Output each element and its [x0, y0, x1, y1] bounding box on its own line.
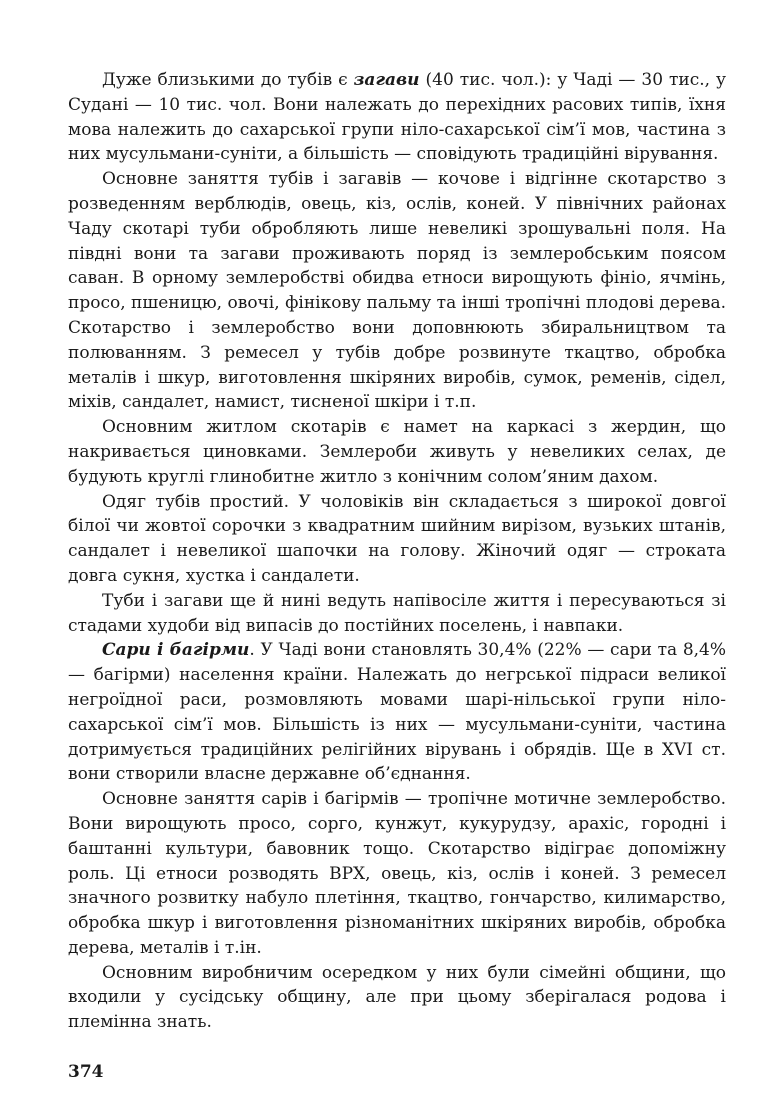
- paragraph-community: Основним виробничим осередком у них були сімейні общини, що входили у сусідську общину, але при цьому зберігалася родова і племінна знать.: [68, 962, 726, 1033]
- paragraph-seminomadic: Туби і загави ще й нині ведуть напівосіле життя і пересуваються зі стадами худоби від випасів до постійних поселень, і навпаки.: [68, 590, 726, 636]
- paragraph-occupation-tubu: Основне заняття тубів і загавів — кочове і відгінне скотарство з розведенням верблюдів, овець, кіз, ослів, коней. У північних районах Чаду скотарі туби обробляють лише невеликі зрошувальні поля. На півдні вони та загави проживають поряд із землеробським поясом саван. В орному землеробстві обидва етноси вирощують фініо, ячмінь, просо, пшеницю, овочі, фінікову пальму та інші тропічні плодові дерева. Скотарство і землеробство вони доповнюють збиральництвом та полюванням. З ремесел у тубів добре розвинуте ткацтво, обробка металів і шкур, виготовлення шкіряних виробів, сумок, ременів, сідел, міхів, сандалет, намист, тисненої шкіри і т.п.: [68, 169, 726, 413]
- page-number: 374: [68, 1062, 104, 1082]
- paragraph-sara-bagirmi: [68, 638, 726, 787]
- paragraph-text: (40 тис. чол.): у Чаді — 30 тис., у Судані — 10 тис. чол. Вони належать до перехідних расових типів, їхня мова належить до сахарської групи ніло-сахарської сім’ї мов, частина з них мусульмани-суніти, а більшість — сповідують традиційні вірування.: [68, 70, 726, 165]
- paragraph-dwelling: Основним житлом скотарів є намет на каркасі з жердин, що накривається циновками. Землероби живуть у невеликих селах, де будують круглі глинобитне житло з конічним солом’яним дахом.: [68, 417, 726, 487]
- term-sara-bagirmi: Сари і багірми: [102, 640, 250, 661]
- paragraph-text: . У Чаді вони становлять 30,4% (22% — сари та 8,4% — багірми) населення країни. Належать до негрської підраси великої негроїдної раси, розмовляють мовами шарі-нільської групи ніло-сахарської сім’ї мов. Більшість із них — мусульмани-суніти, частина дотримується традиційних релігійних вірувань і обрядів. Ще в XVI ст. вони створили власне державне об’єднання.: [68, 640, 727, 785]
- paragraph-occupation-sara: Основне заняття сарів і багірмів — тропічне мотичне землеробство. Вони вирощують просо, сорго, кунжут, кукурудзу, арахіс, городні і баштанні культури, бавовник тощо. Скотарство відіграє допоміжну роль. Ці етноси розводять ВРХ, овець, кіз, ослів і коней. З ремесел значного розвитку набуло плетіння, ткацтво, гончарство, килимарство, обробка шкур і виготовлення різноманітних шкіряних виробів, обробка дерева, металів і т.ін.: [68, 789, 726, 958]
- paragraph-clothing: Одяг тубів простий. У чоловіків він складається з широкої довгої білої чи жовтої сорочки з квадратним шийним вирізом, вузьких штанів, сандалет і невеликої шапочки на голову. Жіночий одяг — строката довга сукня, хустка і сандалети.: [68, 491, 726, 586]
- page-body: [68, 68, 726, 1035]
- paragraph-zagavy: [68, 68, 726, 167]
- term-zagavy: загави: [353, 70, 420, 90]
- paragraph-text: Дуже близькими до тубів є: [102, 70, 354, 90]
